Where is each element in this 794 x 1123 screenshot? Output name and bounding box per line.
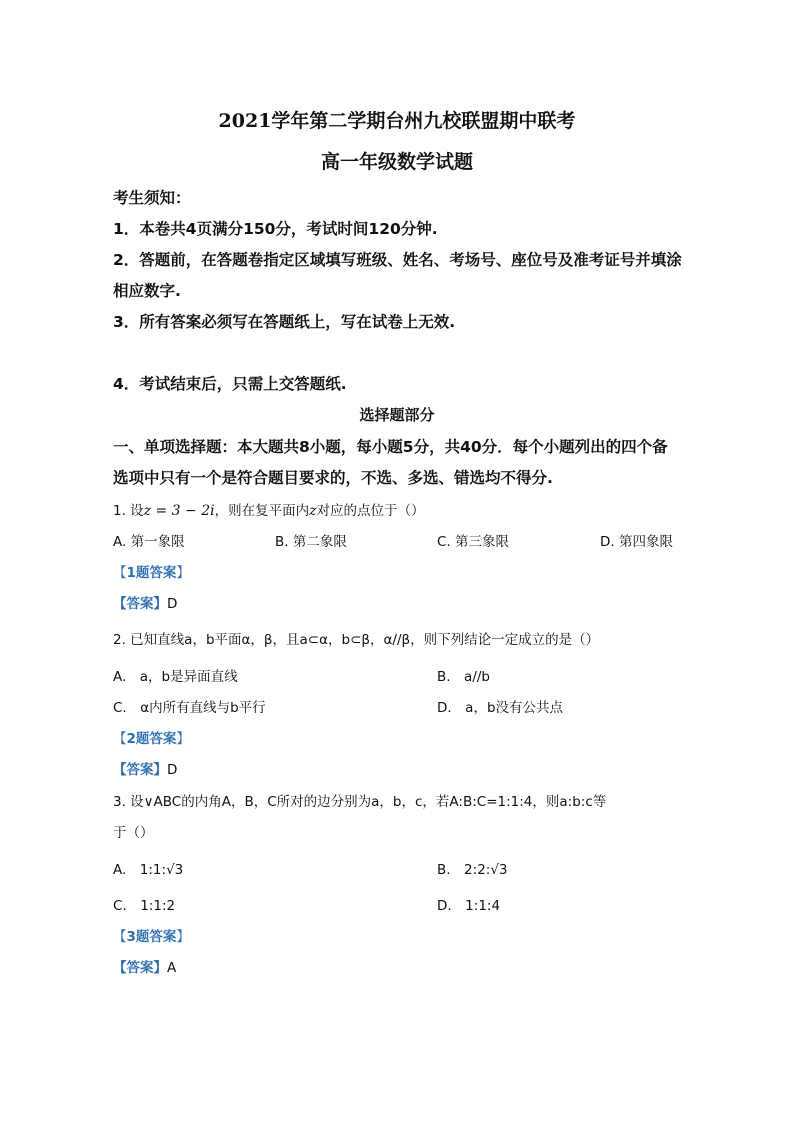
option-a: A. a，b是异面直线	[113, 669, 238, 685]
stem-text: 1. 设	[113, 503, 144, 519]
answer-line	[113, 956, 176, 976]
answer-header: 【2题答案】	[113, 731, 190, 747]
notice-item: 2．答题前，在答题卷指定区域填写班级、姓名、考场号、座位号及准考证号并填涂	[113, 251, 682, 269]
option-b: B. 第二象限	[275, 534, 347, 550]
answer-line	[113, 592, 177, 612]
section-instructions: 选项中只有一个是符合题目要求的，不选、多选、错选均不得分.	[113, 469, 553, 487]
option-a: A. 第一象限	[113, 534, 185, 550]
question-3-stem-cont: 于（）	[113, 825, 154, 841]
option-c: C. 1:1:2	[113, 898, 176, 914]
option-b: B. 2:2:√3	[437, 862, 508, 878]
answer-header-text: 1题答案	[126, 565, 177, 581]
question-3-stem: 3. 设∨ABC的内角A，B，C所对的边分别为a，b，c，若A:B:C=1:1:4，则a:b:c等	[113, 794, 607, 810]
option-c: C. 第三象限	[437, 534, 510, 550]
answer-value: A	[167, 960, 177, 976]
option-d: D. 第四象限	[600, 534, 673, 550]
exam-subtitle: 高一年级数学试题	[320, 151, 473, 173]
answer-header: 【1题答案】	[113, 565, 190, 581]
answer-label: 【答案】	[113, 762, 167, 778]
question-2-stem: 2. 已知直线a，b平面α，β，且a⊂α，b⊂β，α//β，则下列结论一定成立的是（）	[113, 632, 600, 648]
notice-item: 相应数字.	[113, 282, 181, 300]
option-c: C. α内所有直线与b平行	[113, 700, 266, 716]
option-d: D. a，b没有公共点	[437, 700, 564, 716]
question-1-stem	[113, 499, 425, 519]
notice-item: 1．本卷共4页满分150分，考试时间120分钟.	[113, 220, 438, 238]
answer-line	[113, 758, 177, 778]
answer-header-text: 2题答案	[126, 731, 177, 747]
answer-value: D	[167, 596, 178, 612]
option-b: B. a//b	[437, 669, 490, 685]
answer-label: 【答案】	[113, 596, 167, 612]
answer-value: D	[167, 762, 178, 778]
answer-header: 【3题答案】	[113, 929, 190, 945]
answer-header-text: 3题答案	[126, 929, 177, 945]
answer-label: 【答案】	[113, 960, 167, 976]
notice-heading: 考生须知：	[113, 189, 191, 207]
stem-text: 对应的点位于（）	[316, 503, 425, 519]
option-a: A. 1:1:√3	[113, 862, 184, 878]
section-instructions: 一、单项选择题：本大题共8小题，每小题5分，共40分．每个小题列出的四个备	[113, 438, 668, 456]
exam-title: 2021学年第二学期台州九校联盟期中联考	[218, 110, 576, 132]
notice-item: 4．考试结束后，只需上交答题纸.	[113, 375, 347, 393]
stem-text: ，则在复平面内	[214, 503, 310, 519]
notice-item: 3．所有答案必须写在答题纸上，写在试卷上无效.	[113, 313, 456, 331]
option-d: D. 1:1:4	[437, 898, 501, 914]
section-title: 选择题部分	[359, 406, 435, 424]
stem-math: z	[309, 503, 317, 519]
stem-math: z = 3 − 2i	[143, 503, 215, 519]
